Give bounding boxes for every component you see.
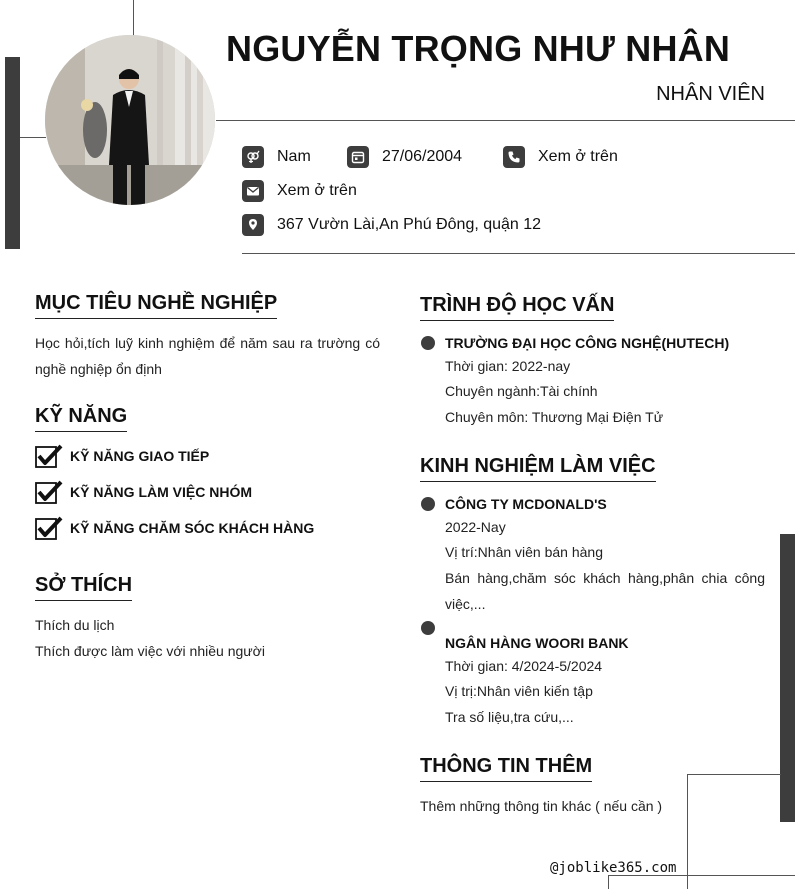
contact-email xyxy=(242,180,357,202)
contact-birthdate xyxy=(347,146,462,168)
experience-line: Thời gian: 4/2024-5/2024 xyxy=(445,658,603,674)
experience-line: Tra số liệu,tra cứu,... xyxy=(445,709,574,725)
timeline-dot xyxy=(421,621,435,635)
gender-icon xyxy=(242,146,264,168)
experience-title: KINH NGHIỆM LÀM VIỆC xyxy=(420,455,656,482)
education-title: TRÌNH ĐỘ HỌC VẤN xyxy=(420,294,614,321)
avatar-photo xyxy=(45,35,215,205)
skill-label: KỸ NĂNG LÀM VIỆC NHÓM xyxy=(70,484,252,500)
email-icon xyxy=(242,180,264,202)
timeline-dot xyxy=(421,336,435,350)
extra-title: THÔNG TIN THÊM xyxy=(420,755,592,782)
experience-line: Vị trí:Nhân viên bán hàng xyxy=(445,544,603,560)
contact-divider xyxy=(242,253,795,254)
hobby-item: Thích du lịch xyxy=(35,617,115,633)
skill-label: KỸ NĂNG CHĂM SÓC KHÁCH HÀNG xyxy=(70,520,315,536)
candidate-name: NGUYỄN TRỌNG NHƯ NHÂN xyxy=(226,28,731,69)
gender-value: Nam xyxy=(277,148,311,165)
timeline-dot xyxy=(421,497,435,511)
education-line: Thời gian: 2022-nay xyxy=(445,358,571,374)
experience-company: NGÂN HÀNG WOORI BANK xyxy=(445,635,629,651)
education-line: Chuyên ngành:Tài chính xyxy=(445,383,598,399)
education-line: Chuyên môn: Thương Mại Điện Tử xyxy=(445,409,664,425)
experience-line: 2022-Nay xyxy=(445,519,506,535)
phone-value: Xem ở trên xyxy=(538,148,618,165)
phone-icon xyxy=(503,146,525,168)
watermark: @joblike365.com xyxy=(550,860,677,876)
job-title: NHÂN VIÊN xyxy=(656,83,765,105)
birthdate-value: 27/06/2004 xyxy=(382,148,463,165)
location-icon xyxy=(242,214,264,236)
skills-title: KỸ NĂNG xyxy=(35,405,127,432)
calendar-icon xyxy=(347,146,369,168)
skill-item xyxy=(35,480,252,504)
objective-title: MỤC TIÊU NGHỀ NGHIỆP xyxy=(35,292,277,319)
bottom-right-frame xyxy=(687,774,781,889)
email-value: Xem ở trên xyxy=(277,182,357,199)
header-divider xyxy=(216,120,795,121)
objective-text: Học hỏi,tích luỹ kinh nghiệm để năm sau ra trường có nghề nghiệp ổn định xyxy=(35,335,380,377)
education-school: TRƯỜNG ĐẠI HỌC CÔNG NGHỆ(HUTECH) xyxy=(445,335,730,351)
experience-desc: Bán hàng,chăm sóc khách hàng,phân chia công việc,... xyxy=(445,570,765,612)
left-divider-horizontal xyxy=(20,137,46,138)
skill-item xyxy=(35,516,314,540)
checkbox-icon xyxy=(35,516,63,540)
right-accent-bar xyxy=(780,534,795,822)
experience-line: Vị trị:Nhân viên kiến tập xyxy=(445,683,593,699)
contact-phone xyxy=(503,146,618,168)
contact-address xyxy=(242,214,541,236)
skill-label: KỸ NĂNG GIAO TIẾP xyxy=(70,448,210,464)
avatar xyxy=(45,35,215,205)
contact-gender xyxy=(242,146,311,168)
extra-text: Thêm những thông tin khác ( nếu cần ) xyxy=(420,798,663,814)
experience-company: CÔNG TY MCDONALD'S xyxy=(445,496,607,512)
hobbies-title: SỞ THÍCH xyxy=(35,574,132,601)
hobby-item: Thích được làm việc với nhiều người xyxy=(35,643,265,659)
checkbox-icon xyxy=(35,444,63,468)
top-divider-vertical xyxy=(133,0,134,36)
bottom-divider-vertical xyxy=(608,875,609,889)
address-value: 367 Vườn Lài,An Phú Đông, quận 12 xyxy=(277,216,542,233)
left-accent-bar xyxy=(5,57,20,249)
checkbox-icon xyxy=(35,480,63,504)
skill-item xyxy=(35,444,209,468)
